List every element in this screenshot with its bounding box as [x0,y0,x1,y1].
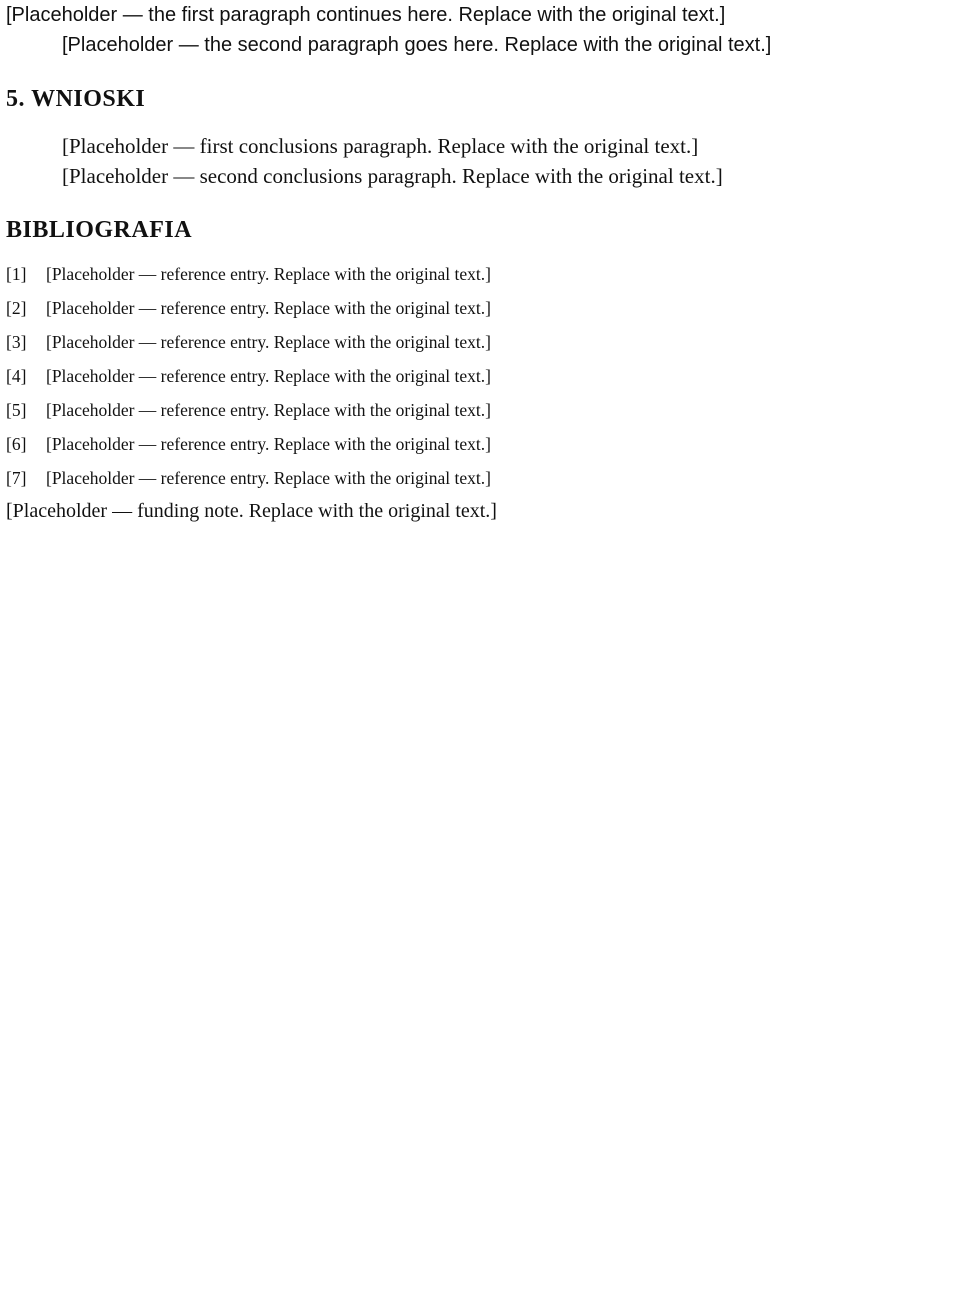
reference-item [6,466,954,490]
reference-number: [4] [6,366,27,386]
reference-text: [Placeholder — reference entry. Replace with the original text.] [46,434,491,454]
reference-item [6,262,954,286]
reference-text: [Placeholder — reference entry. Replace with the original text.] [46,366,491,386]
funding-note: [Placeholder — funding note. Replace with the original text.] [6,500,497,522]
body-paragraph-continued: [Placeholder — the first paragraph continues here. Replace with the original text.] [6,4,726,26]
reference-item [6,432,954,456]
reference-item [6,398,954,422]
reference-text: [Placeholder — reference entry. Replace with the original text.] [46,468,491,488]
reference-item [6,330,954,354]
reference-number: [5] [6,400,27,420]
reference-text: [Placeholder — reference entry. Replace with the original text.] [46,332,491,352]
reference-text: [Placeholder — reference entry. Replace with the original text.] [46,264,491,284]
conclusions-paragraph-1: [Placeholder — first conclusions paragraph. Replace with the original text.] [62,134,699,158]
reference-number: [3] [6,332,27,352]
bibliography-list [6,262,954,490]
reference-number: [2] [6,298,27,318]
reference-number: [1] [6,264,27,284]
conclusions-paragraph-2: [Placeholder — second conclusions paragraph. Replace with the original text.] [62,164,723,188]
reference-item [6,296,954,320]
reference-text: [Placeholder — reference entry. Replace with the original text.] [46,298,491,318]
reference-text: [Placeholder — reference entry. Replace with the original text.] [46,400,491,420]
reference-number: [6] [6,434,27,454]
reference-item [6,364,954,388]
reference-number: [7] [6,468,27,488]
bibliography-heading: BIBLIOGRAFIA [6,217,193,243]
conclusions-heading: 5. WNIOSKI [6,86,146,112]
body-paragraph-report: [Placeholder — the second paragraph goes here. Replace with the original text.] [62,34,772,56]
